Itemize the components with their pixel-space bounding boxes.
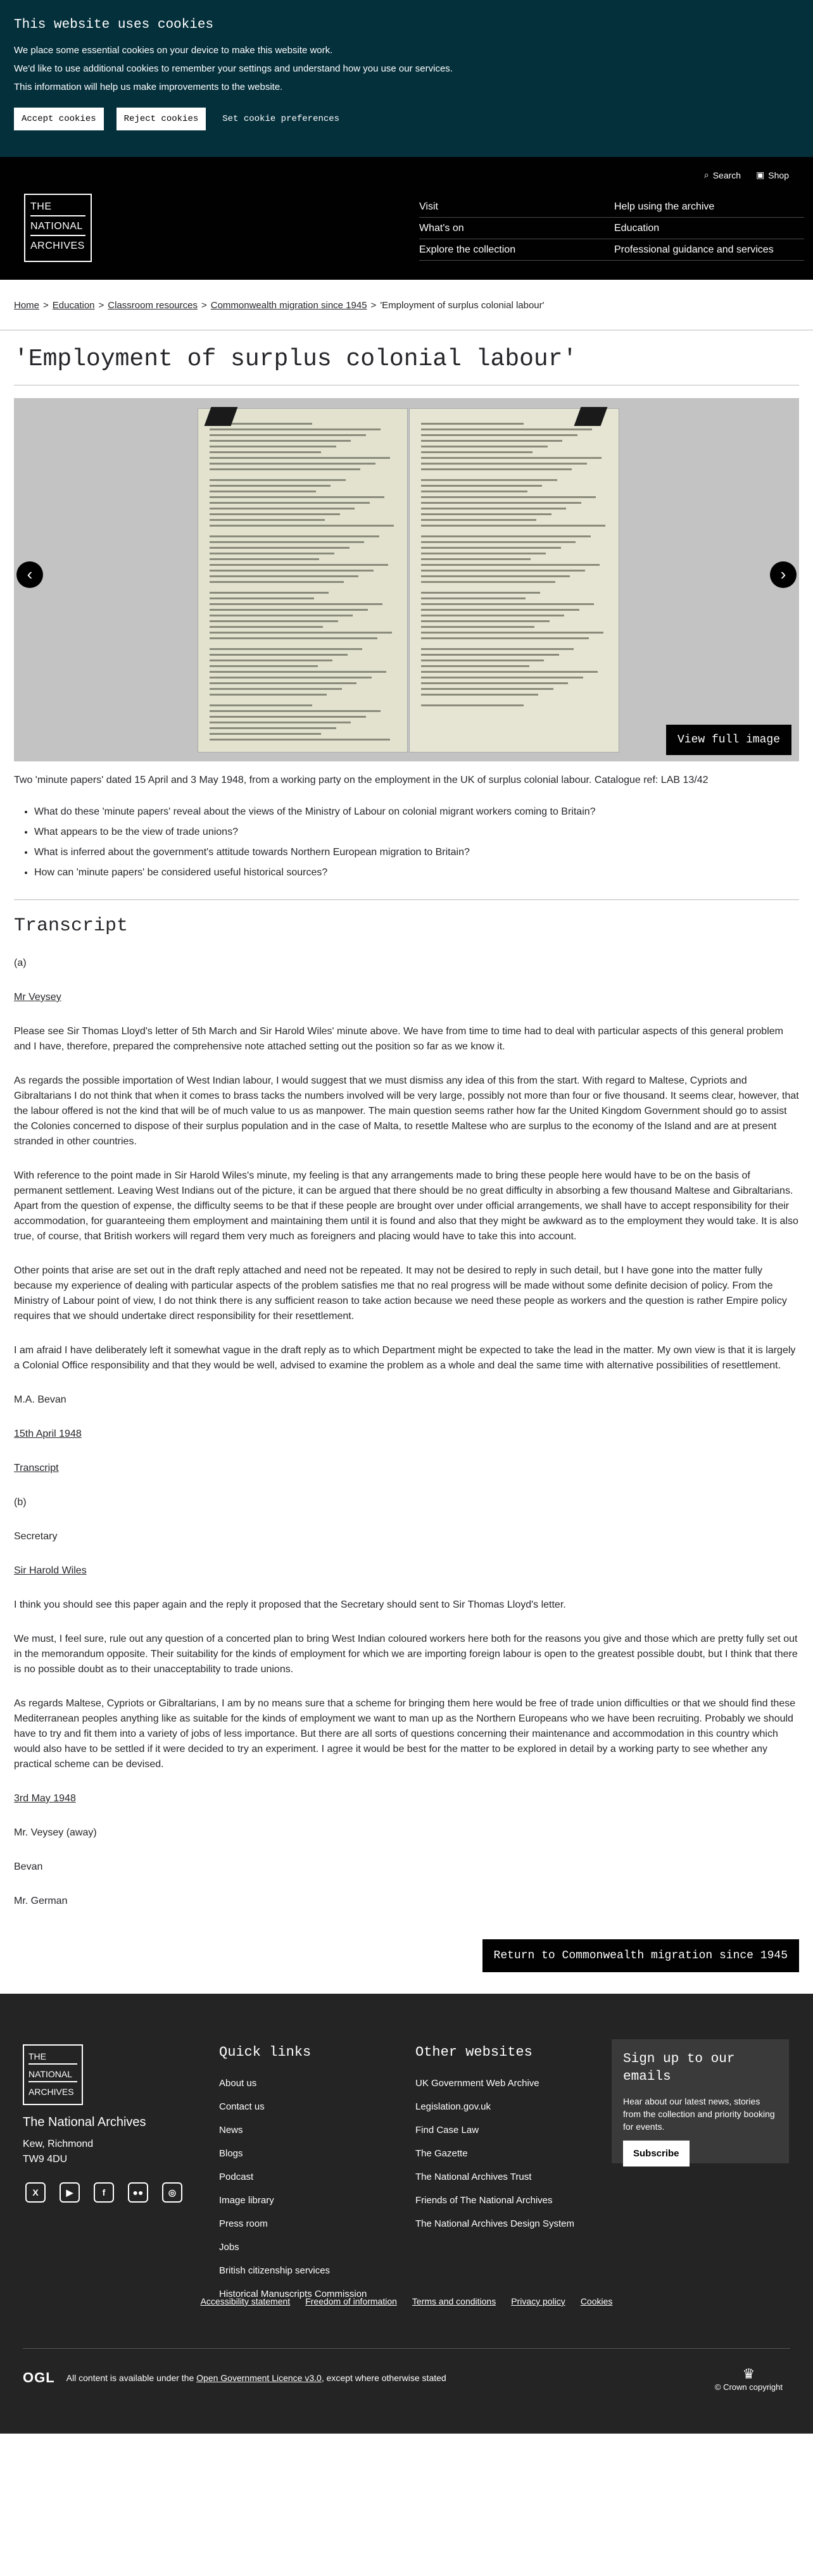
transcript-paragraph: I am afraid I have deliberately left it somewhat vague in the draft reply as to which Department might be expected to take the lead in the matter. My own view is that it is largely a Colonial Office responsibility and that they would be well, advised to examine the problem as a whole and deal the same time with alternative possibilities of resettlement.	[14, 1345, 796, 1371]
search-icon: ⌕	[703, 170, 709, 180]
document-text-line	[421, 502, 581, 504]
document-text-line	[210, 575, 358, 577]
accept-cookies-button[interactable]: Accept cookies	[14, 108, 104, 130]
nav-item-professional[interactable]: Professional guidance and services	[614, 239, 804, 261]
document-text-line	[210, 502, 370, 504]
signup-title: Sign up to our emails	[623, 2052, 735, 2084]
footer-link[interactable]: Historical Manuscripts Commission	[219, 2289, 367, 2299]
footer-link[interactable]: Podcast	[219, 2172, 254, 2182]
document-text-line	[210, 513, 340, 515]
document-text-line	[421, 508, 566, 510]
transcript-paragraph: We must, I feel sure, rule out any question of a concerted plan to bring West Indian coloured workers here both for the reasons you give and those which are pretty fully set out in the memorandum opposite. Their suitability for the kinds of employment for which we are importing foreign labour is open to the greatest possible doubt, but I think that there is no possible doubt as to their unacceptability to trade unions.	[14, 1634, 798, 1675]
document-text-line	[421, 654, 559, 656]
document-text-line	[421, 496, 596, 498]
cookie-text: We place some essential cookies on your device to make this website work.	[14, 45, 333, 56]
quick-links	[219, 2044, 367, 2312]
document-text-line	[421, 677, 583, 678]
document-text-line	[210, 558, 319, 560]
transcript-body	[0, 956, 813, 1909]
document-text-line	[210, 564, 388, 566]
breadcrumb-current: 'Employment of surplus colonial labour'	[380, 300, 545, 311]
document-text-line	[210, 660, 332, 661]
licence-post: , except where otherwise stated	[321, 2373, 446, 2383]
footer-link[interactable]: Freedom of information	[305, 2296, 397, 2306]
footer-link[interactable]: Accessibility statement	[200, 2296, 291, 2306]
document-text-line	[421, 665, 529, 667]
document-text-line	[210, 519, 325, 521]
question-list	[34, 804, 799, 880]
document-text-line	[210, 485, 331, 487]
document-text-line	[210, 440, 351, 442]
nav-item-visit[interactable]: Visit	[419, 196, 614, 218]
document-text-line	[421, 541, 576, 543]
footer-link[interactable]: Legislation.gov.uk	[415, 2101, 491, 2112]
document-text-line	[210, 479, 346, 481]
logo-line: ARCHIVES	[28, 2086, 74, 2097]
document-text-line	[210, 463, 375, 465]
crown-icon: ♛	[742, 2366, 755, 2382]
document-text-line	[421, 704, 524, 706]
document-text-line	[421, 519, 536, 521]
document-text-line	[210, 626, 323, 628]
youtube-icon[interactable]: ▶	[60, 2182, 80, 2203]
main-nav	[419, 196, 804, 261]
document-text-line	[421, 581, 555, 583]
social-links	[25, 2182, 182, 2203]
search-link[interactable]	[704, 170, 741, 180]
cookie-text: This information will help us make improvements to the website.	[14, 82, 283, 92]
document-text-line	[421, 615, 564, 616]
facebook-icon[interactable]: f	[94, 2182, 114, 2203]
transcript-label: Transcript	[14, 1463, 59, 1473]
document-text-line	[210, 688, 342, 690]
document-text-line	[421, 451, 533, 453]
ogl-logo: OGL	[23, 2370, 55, 2385]
document-text-line	[210, 615, 353, 616]
footer-logo[interactable]	[23, 2044, 83, 2105]
breadcrumb-classroom[interactable]: Classroom resources	[108, 300, 198, 311]
document-text-line	[421, 547, 561, 549]
document-text-line	[210, 739, 390, 741]
list-item: • What do these 'minute papers' reveal about the views of the Ministry of Labour on colonial migrant workers coming to Britain?	[34, 804, 799, 820]
shop-link[interactable]	[756, 170, 789, 180]
document-text-line	[421, 428, 592, 430]
footer-link[interactable]: Press room	[219, 2218, 268, 2229]
document-text-line	[210, 632, 392, 634]
footer-link[interactable]: News	[219, 2125, 243, 2135]
document-text-line	[210, 553, 334, 554]
cookie-text: We'd like to use additional cookies to remember your settings and understand how you use our services.	[14, 63, 453, 74]
document-text-line	[421, 626, 534, 628]
document-text-line	[421, 620, 550, 622]
site-header	[0, 157, 813, 280]
breadcrumb-home[interactable]: Home	[14, 300, 40, 311]
document-text-line	[421, 637, 589, 639]
x-icon[interactable]: X	[25, 2182, 46, 2203]
view-full-image-button[interactable]: View full image	[666, 725, 791, 755]
document-text-line	[210, 620, 338, 622]
nav-item-education[interactable]: Education	[614, 218, 804, 239]
return-button[interactable]: Return to Commonwealth migration since 1945	[482, 1939, 799, 1972]
footer-link[interactable]: Blogs	[219, 2148, 243, 2159]
transcript-signature: Mr. Veysey (away)	[14, 1827, 97, 1838]
document-text-line	[421, 575, 570, 577]
document-text-line	[210, 710, 381, 712]
document-text-line	[210, 496, 384, 498]
document-text-line	[210, 677, 372, 678]
document-text-line	[210, 457, 390, 459]
document-text-line	[210, 637, 377, 639]
document-text-line	[421, 485, 542, 487]
transcript-date: 3rd May 1948	[14, 1793, 76, 1804]
nav-item-help[interactable]: Help using the archive	[614, 196, 804, 218]
email-signup	[612, 2039, 789, 2163]
document-text-line	[210, 609, 368, 611]
document-text-line	[210, 547, 350, 549]
nav-item-whats-on[interactable]: What's on	[419, 218, 614, 239]
document-text-line	[421, 513, 551, 515]
transcript-paragraph: I think you should see this paper again and the reply it proposed that the Secretary should sent to Sir Thomas Lloyd's letter.	[14, 1599, 566, 1610]
document-text-line	[210, 671, 386, 673]
legal-links	[0, 2296, 813, 2306]
document-text-line	[210, 654, 348, 656]
logo-line: ARCHIVES	[30, 241, 85, 252]
signup-text: Hear about our latest news, stories from the collection and priority booking for events.	[623, 2096, 775, 2132]
document-text-line	[421, 468, 572, 470]
document-text-line	[210, 665, 318, 667]
document-text-line	[421, 570, 585, 572]
instagram-icon[interactable]: ◎	[162, 2182, 182, 2203]
document-text-line	[421, 423, 524, 425]
page-title: 'Employment of surplus colonial labour'	[14, 346, 577, 373]
breadcrumb: Home > Education > Classroom resources > Commonwealth migration since 1945 > 'Employment of surplus colonial labour'	[0, 280, 813, 330]
document-text-line	[210, 508, 355, 510]
other-websites	[415, 2044, 574, 2242]
footer-link[interactable]: Terms and conditions	[412, 2296, 496, 2306]
document-text-line	[210, 597, 314, 599]
footer-link[interactable]: About us	[219, 2078, 257, 2089]
document-text-line	[421, 440, 562, 442]
document-text-line	[421, 457, 602, 459]
licence-link[interactable]: Open Government Licence v3.0	[196, 2373, 322, 2383]
footer-link[interactable]: The National Archives Design System	[415, 2218, 574, 2229]
logo-line: NATIONAL	[28, 2069, 77, 2082]
transcript-addressee: Secretary	[14, 1531, 58, 1542]
document-text-line	[210, 541, 364, 543]
document-text-line	[421, 660, 544, 661]
document-text-line	[421, 535, 591, 537]
footer-link[interactable]: Cookies	[580, 2296, 613, 2306]
document-text-line	[421, 648, 574, 650]
shop-icon: ▣	[756, 170, 765, 180]
document-page-left	[198, 408, 408, 753]
document-text-line	[210, 491, 316, 492]
transcript-paragraph: As regards the possible importation of West Indian labour, I would suggest that we must dismiss any idea of this from the start. With regard to Maltese, Cypriots and Gibraltarians I do not think that when it comes to brass tacks the numbers involved will be very large, possibly not more than four or five thousand. It seems clear, however, that the labour offered is not the kind that will be of much value to us as manpower. The main question seems rather how far the United Kingdom Government should go to assist the Colonies concerned to dispose of their surplus population and in the case of Malta, to resettle Maltese who are surplus to the economy of the Island and are at present stranded in other countries.	[14, 1075, 799, 1147]
licence	[23, 2370, 446, 2386]
list-item: • How can 'minute papers' be considered useful historical sources?	[34, 865, 799, 880]
prev-image-button[interactable]: ‹	[16, 561, 43, 588]
cookie-banner	[0, 0, 813, 157]
transcript-signature: Mr. German	[14, 1896, 68, 1906]
document-text-line	[210, 468, 360, 470]
document-text-line	[210, 525, 394, 527]
document-text-line	[421, 479, 557, 481]
document-text-line	[421, 592, 540, 594]
transcript-signature: M.A. Bevan	[14, 1394, 66, 1405]
logo-line: NATIONAL	[30, 221, 85, 236]
copyright-text: © Crown copyright	[714, 2382, 783, 2392]
document-text-line	[210, 581, 344, 583]
image-viewer	[14, 398, 799, 761]
address-line: TW9 4DU	[23, 2154, 68, 2165]
document-text-line	[210, 716, 366, 718]
cookie-preferences-link[interactable]: Set cookie preferences	[222, 114, 340, 124]
document-text-line	[210, 446, 336, 447]
footer-link[interactable]: The National Archives Trust	[415, 2172, 532, 2182]
document-text-line	[210, 722, 351, 723]
document-text-line	[421, 525, 605, 527]
transcript-section: (b)	[14, 1497, 27, 1508]
document-text-line	[421, 564, 600, 566]
document-text-line	[421, 446, 548, 447]
cookie-title: This website uses cookies	[14, 18, 214, 32]
document-text-line	[210, 727, 336, 729]
transcript-heading: Transcript	[14, 915, 129, 937]
site-logo[interactable]	[24, 194, 92, 262]
document-text-line	[421, 632, 603, 634]
document-text-line	[421, 463, 587, 465]
document-text-line	[210, 570, 374, 572]
document-text-line	[421, 434, 577, 436]
document-text-line	[210, 428, 381, 430]
document-text-line	[210, 434, 366, 436]
next-image-button[interactable]: ›	[770, 561, 797, 588]
document-text-line	[210, 648, 362, 650]
site-footer	[0, 1994, 813, 2434]
document-text-line	[421, 553, 546, 554]
document-text-line	[210, 694, 327, 696]
quick-links-title: Quick links	[219, 2044, 312, 2060]
transcript-signature: Bevan	[14, 1861, 43, 1872]
document-text-line	[210, 592, 329, 594]
subscribe-button[interactable]: Subscribe	[623, 2141, 690, 2166]
document-text-line	[421, 491, 527, 492]
footer-link[interactable]: Image library	[219, 2195, 274, 2206]
breadcrumb-commonwealth[interactable]: Commonwealth migration since 1945	[210, 300, 367, 311]
shop-label: Shop	[768, 170, 789, 180]
document-text-line	[421, 609, 579, 611]
nav-item-explore[interactable]: Explore the collection	[419, 239, 614, 261]
logo-line: THE	[30, 201, 85, 216]
logo-line: THE	[28, 2051, 77, 2065]
footer-link[interactable]: Find Case Law	[415, 2125, 479, 2135]
document-text-line	[421, 682, 568, 684]
transcript-section: (a)	[14, 958, 27, 968]
document-text-line	[421, 597, 526, 599]
transcript-paragraph: As regards Maltese, Cypriots or Gibraltarians, I am by no means sure that a scheme for bringing them here would be free of trade union difficulties or that we should find these Mediterranean peoples anything like as suitable for the kinds of employment we want to man up as the Northern Europeans who we have been recruiting. Probably we should have to try and fit them into a variety of jobs of less importance. But there are all sorts of questions concerning their maintenance and accommodation in this country which would also have to be settled if it were decided to try an experiment. I agree it would be best for the matter to be explored in detail by a working party to see whether any practical scheme can be devised.	[14, 1698, 796, 1770]
document-text-line	[421, 694, 538, 696]
other-websites-title: Other websites	[415, 2044, 533, 2060]
footer-org-name: The National Archives	[23, 2115, 146, 2129]
search-label: Search	[712, 170, 741, 180]
transcript-paragraph: With reference to the point made in Sir Harold Wiles's minute, my feeling is that any arrangements made to bring these people here would have to be on the basis of permanent settlement. Leaving West Indians out of the picture, it can be argued that there should be no great difficulty in absorbing a few thousand Maltese and Gibraltarians. Apart from the question of expense, the difficulty seems to be that if these people are brought over under official arrangements, we shall have to accept responsibility for their accommodation, for guaranteeing them employment and maintaining them until it is found and also that they might be awkward as to the employment they would take. It is also true, of course, that British workers will regard them very much as foreigners and placing would have to take this into account.	[14, 1170, 798, 1242]
crown-copyright	[715, 2366, 783, 2392]
document-text-line	[210, 603, 382, 605]
footer-link[interactable]: Friends of The National Archives	[415, 2195, 553, 2206]
document-text-line	[421, 603, 594, 605]
transcript-paragraph: Please see Sir Thomas Lloyd's letter of 5th March and Sir Harold Wiles' minute above. We have from time to time had to deal with particular aspects of this general problem and I have, therefore, prepared the comprehensive note attached setting out the position so far as we know it.	[14, 1026, 783, 1052]
image-caption: Two 'minute papers' dated 15 April and 3 May 1948, from a working party on the employment in the UK of surplus colonial labour. Catalogue ref: LAB 13/42	[14, 775, 709, 785]
transcript-addressee: Mr Veysey	[14, 992, 61, 1003]
document-text-line	[421, 558, 531, 560]
transcript-date: 15th April 1948	[14, 1429, 82, 1439]
document-page-right	[409, 408, 619, 753]
footer-link[interactable]: Privacy policy	[511, 2296, 565, 2306]
document-text-line	[421, 688, 553, 690]
footer-link[interactable]: The Gazette	[415, 2148, 468, 2159]
reject-cookies-button[interactable]: Reject cookies	[117, 108, 206, 130]
transcript-paragraph: Other points that arise are set out in the draft reply attached and need not be repeated. It may not be desired to reply in such detail, but I have gone into the matter fully because my experience of dealing with particular aspects of the problem satisfies me that no real progress will be made without some definite decision of policy. From the Ministry of Labour point of view, I do not think there is any sufficient reason to take action because we need these people as workers and the question is rather Empire policy requires that we should undertake direct responsibility for their resettlement.	[14, 1265, 787, 1322]
document-text-line	[210, 451, 321, 453]
flickr-icon[interactable]: ●●	[128, 2182, 148, 2203]
document-text-line	[210, 535, 379, 537]
licence-pre: All content is available under the	[66, 2373, 194, 2383]
footer-address	[23, 2137, 93, 2167]
footer-link[interactable]: British citizenship services	[219, 2265, 331, 2276]
list-item: • What is inferred about the government's attitude towards Northern European migration to Britain?	[34, 845, 799, 860]
address-line: Kew, Richmond	[23, 2139, 94, 2149]
document-text-line	[210, 704, 312, 706]
breadcrumb-education[interactable]: Education	[52, 300, 95, 311]
document-text-line	[210, 733, 321, 735]
list-item: • What appears to be the view of trade unions?	[34, 825, 799, 840]
transcript-addressee: Sir Harold Wiles	[14, 1565, 87, 1576]
footer-link[interactable]: UK Government Web Archive	[415, 2078, 539, 2089]
licence-text	[66, 2373, 446, 2383]
footer-link[interactable]: Contact us	[219, 2101, 265, 2112]
document-text-line	[210, 682, 356, 684]
document-text-line	[421, 671, 598, 673]
footer-link[interactable]: Jobs	[219, 2242, 239, 2253]
